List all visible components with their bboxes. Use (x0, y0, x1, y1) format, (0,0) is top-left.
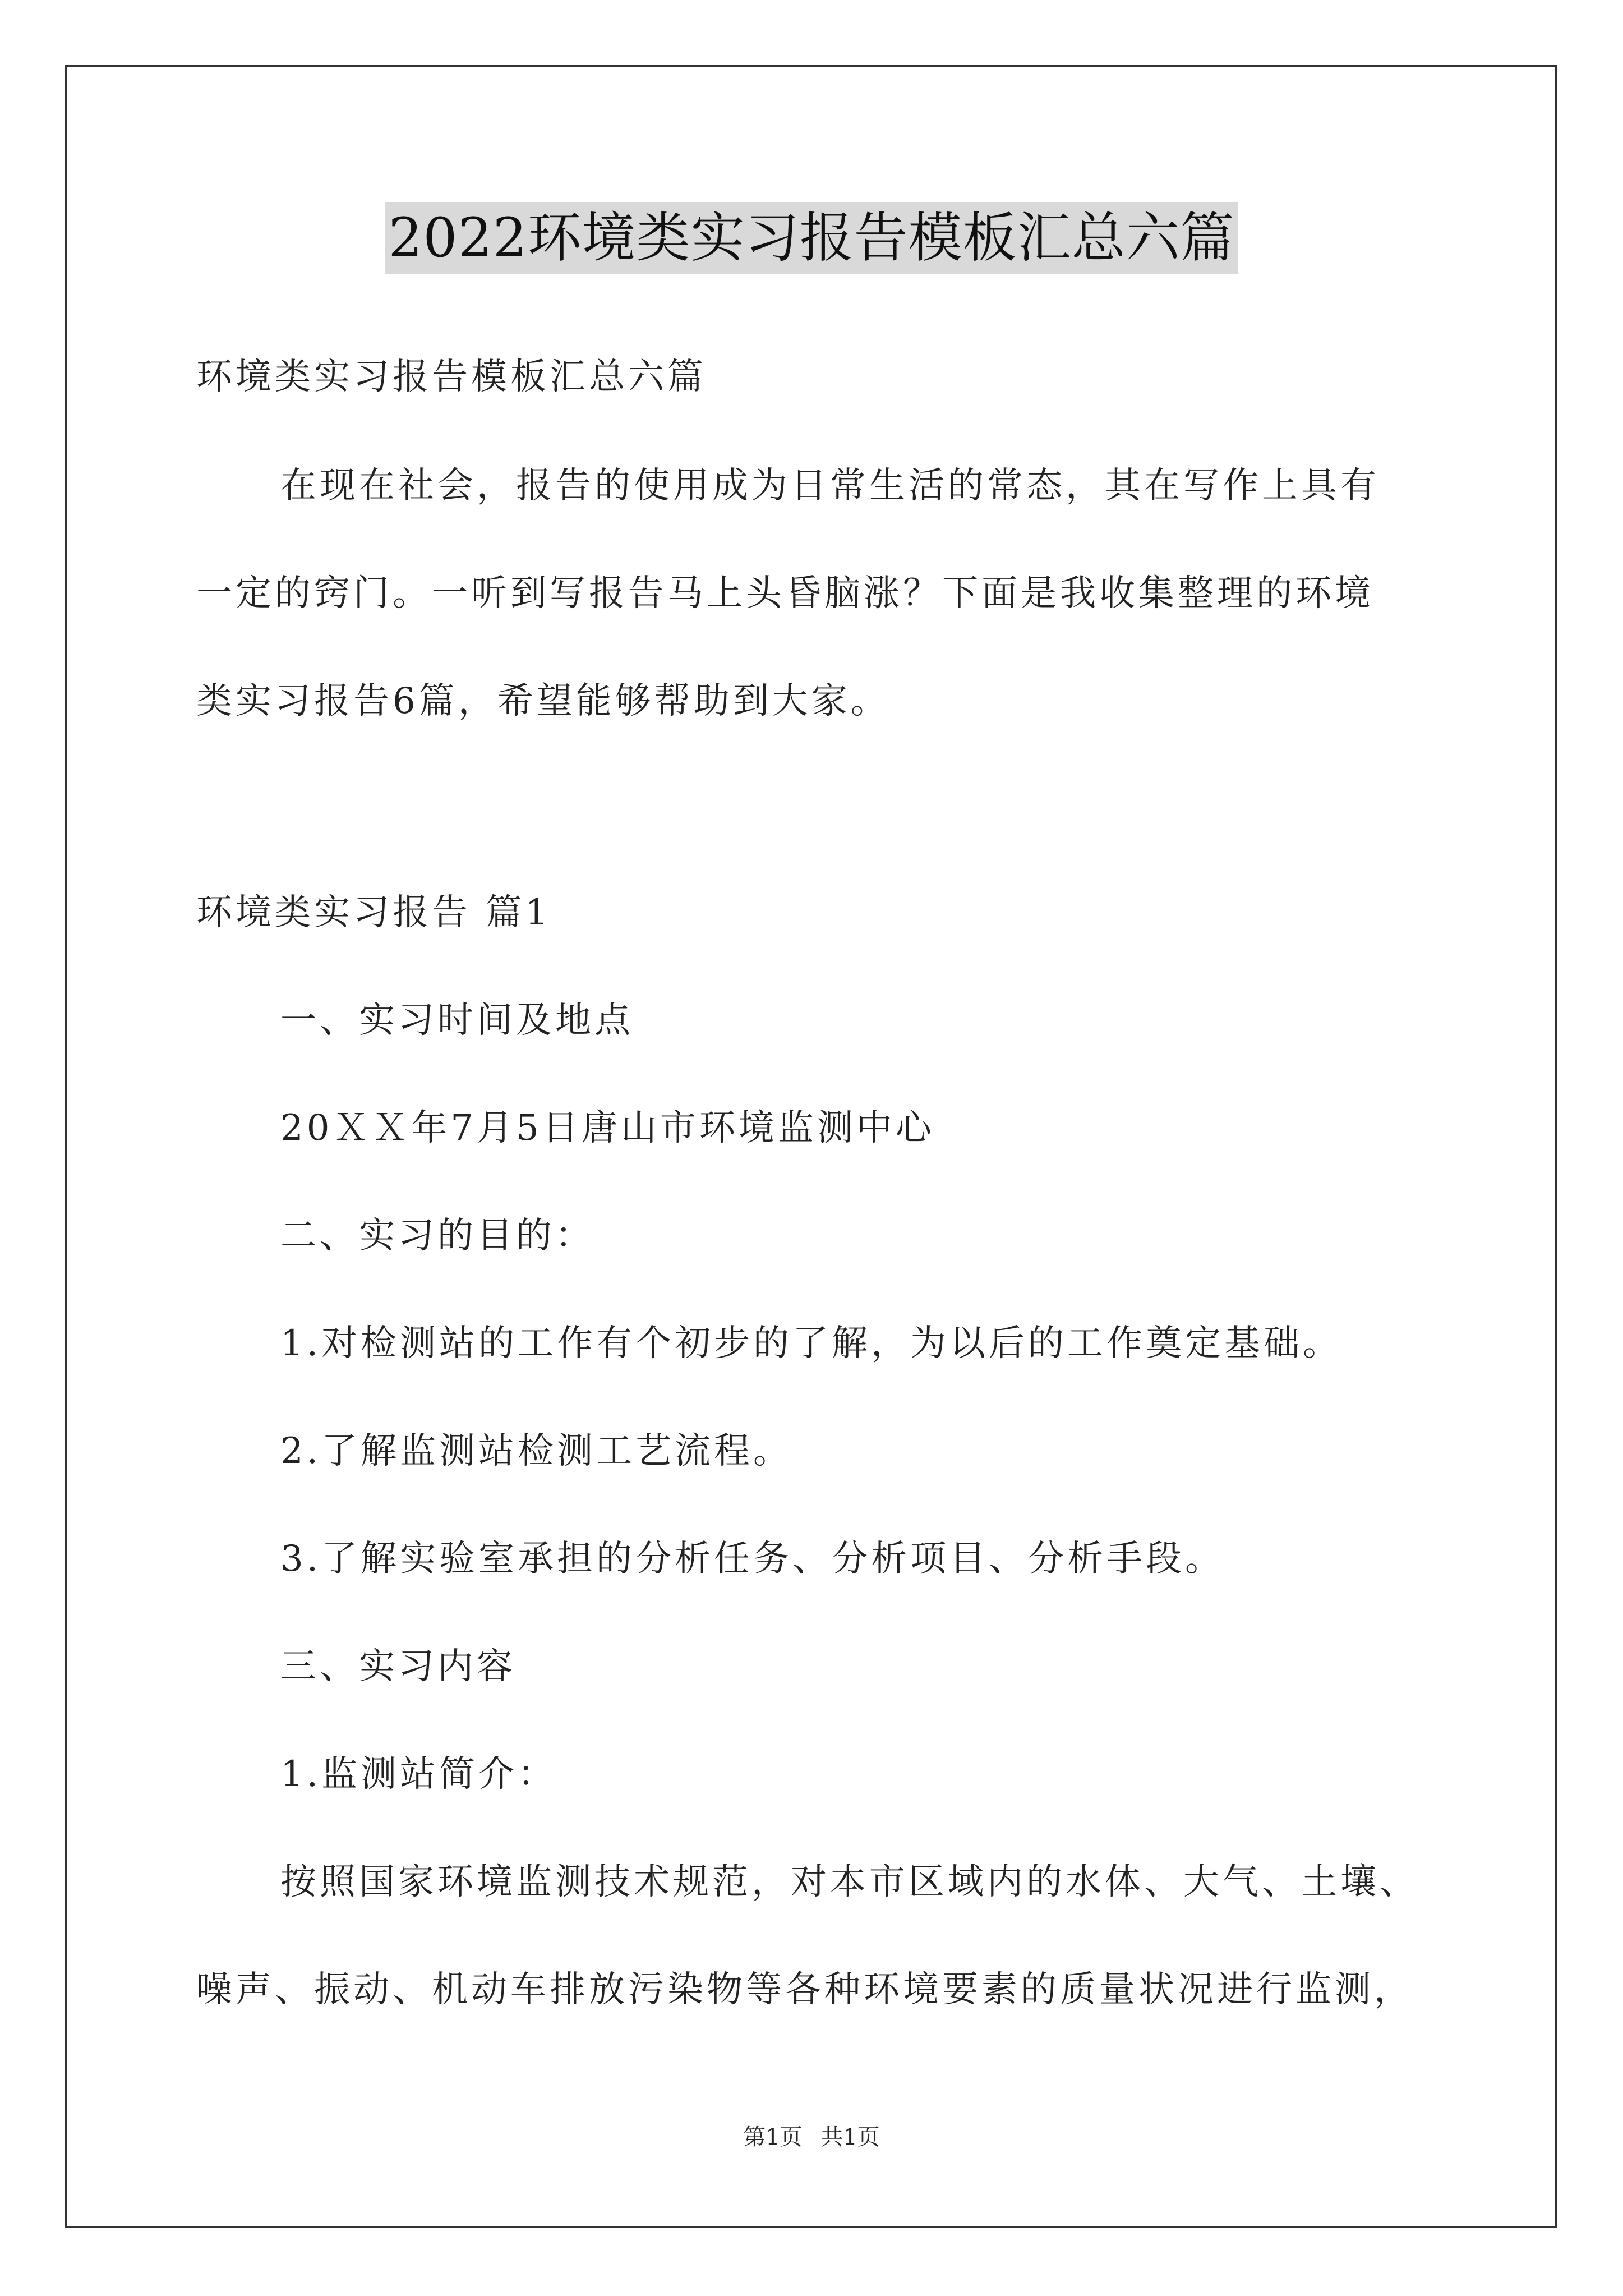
purpose-item-3: 3.了解实验室承担的分析任务、分析项目、分析手段。 (280, 1538, 1225, 1580)
intro-line-1: 在现在社会，报告的使用成为日常生活的常态，其在写作上具有 (280, 465, 1380, 507)
heading-time-place: 一、实习时间及地点 (280, 1000, 634, 1041)
page-number-total: 共1页 (820, 2124, 880, 2150)
page-footer (0, 2123, 1623, 2151)
document-title: 2022环境类实习报告模板汇总六篇 (385, 202, 1238, 274)
purpose-item-2: 2.了解监测站检测工艺流程。 (280, 1430, 793, 1472)
intro-line-3: 类实习报告6篇，希望能够帮助到大家。 (196, 680, 890, 722)
body-line-2: 噪声、振动、机动车排放污染物等各种环境要素的质量状况进行监测， (196, 1969, 1413, 2010)
body-line-1: 按照国家环境监测技术规范，对本市区域内的水体、大气、土壤、 (280, 1861, 1419, 1903)
heading-purpose: 二、实习的目的： (280, 1215, 594, 1257)
content-item-1: 1.监测站简介： (280, 1754, 557, 1795)
page-number-current: 第1页 (743, 2124, 803, 2150)
intro-line-2: 一定的窍门。一听到写报告马上头昏脑涨？下面是我收集整理的环境 (196, 573, 1374, 614)
title-container (0, 202, 1623, 274)
time-place-text: 20ＸＸ年7月5日唐山市环境监测中心 (280, 1107, 935, 1149)
heading-content: 三、实习内容 (280, 1646, 516, 1687)
section-heading-1: 环境类实习报告 篇1 (196, 892, 552, 933)
purpose-item-1: 1.对检测站的工作有个初步的了解，为以后的工作奠定基础。 (280, 1323, 1343, 1364)
subtitle-line: 环境类实习报告模板汇总六篇 (196, 356, 707, 398)
